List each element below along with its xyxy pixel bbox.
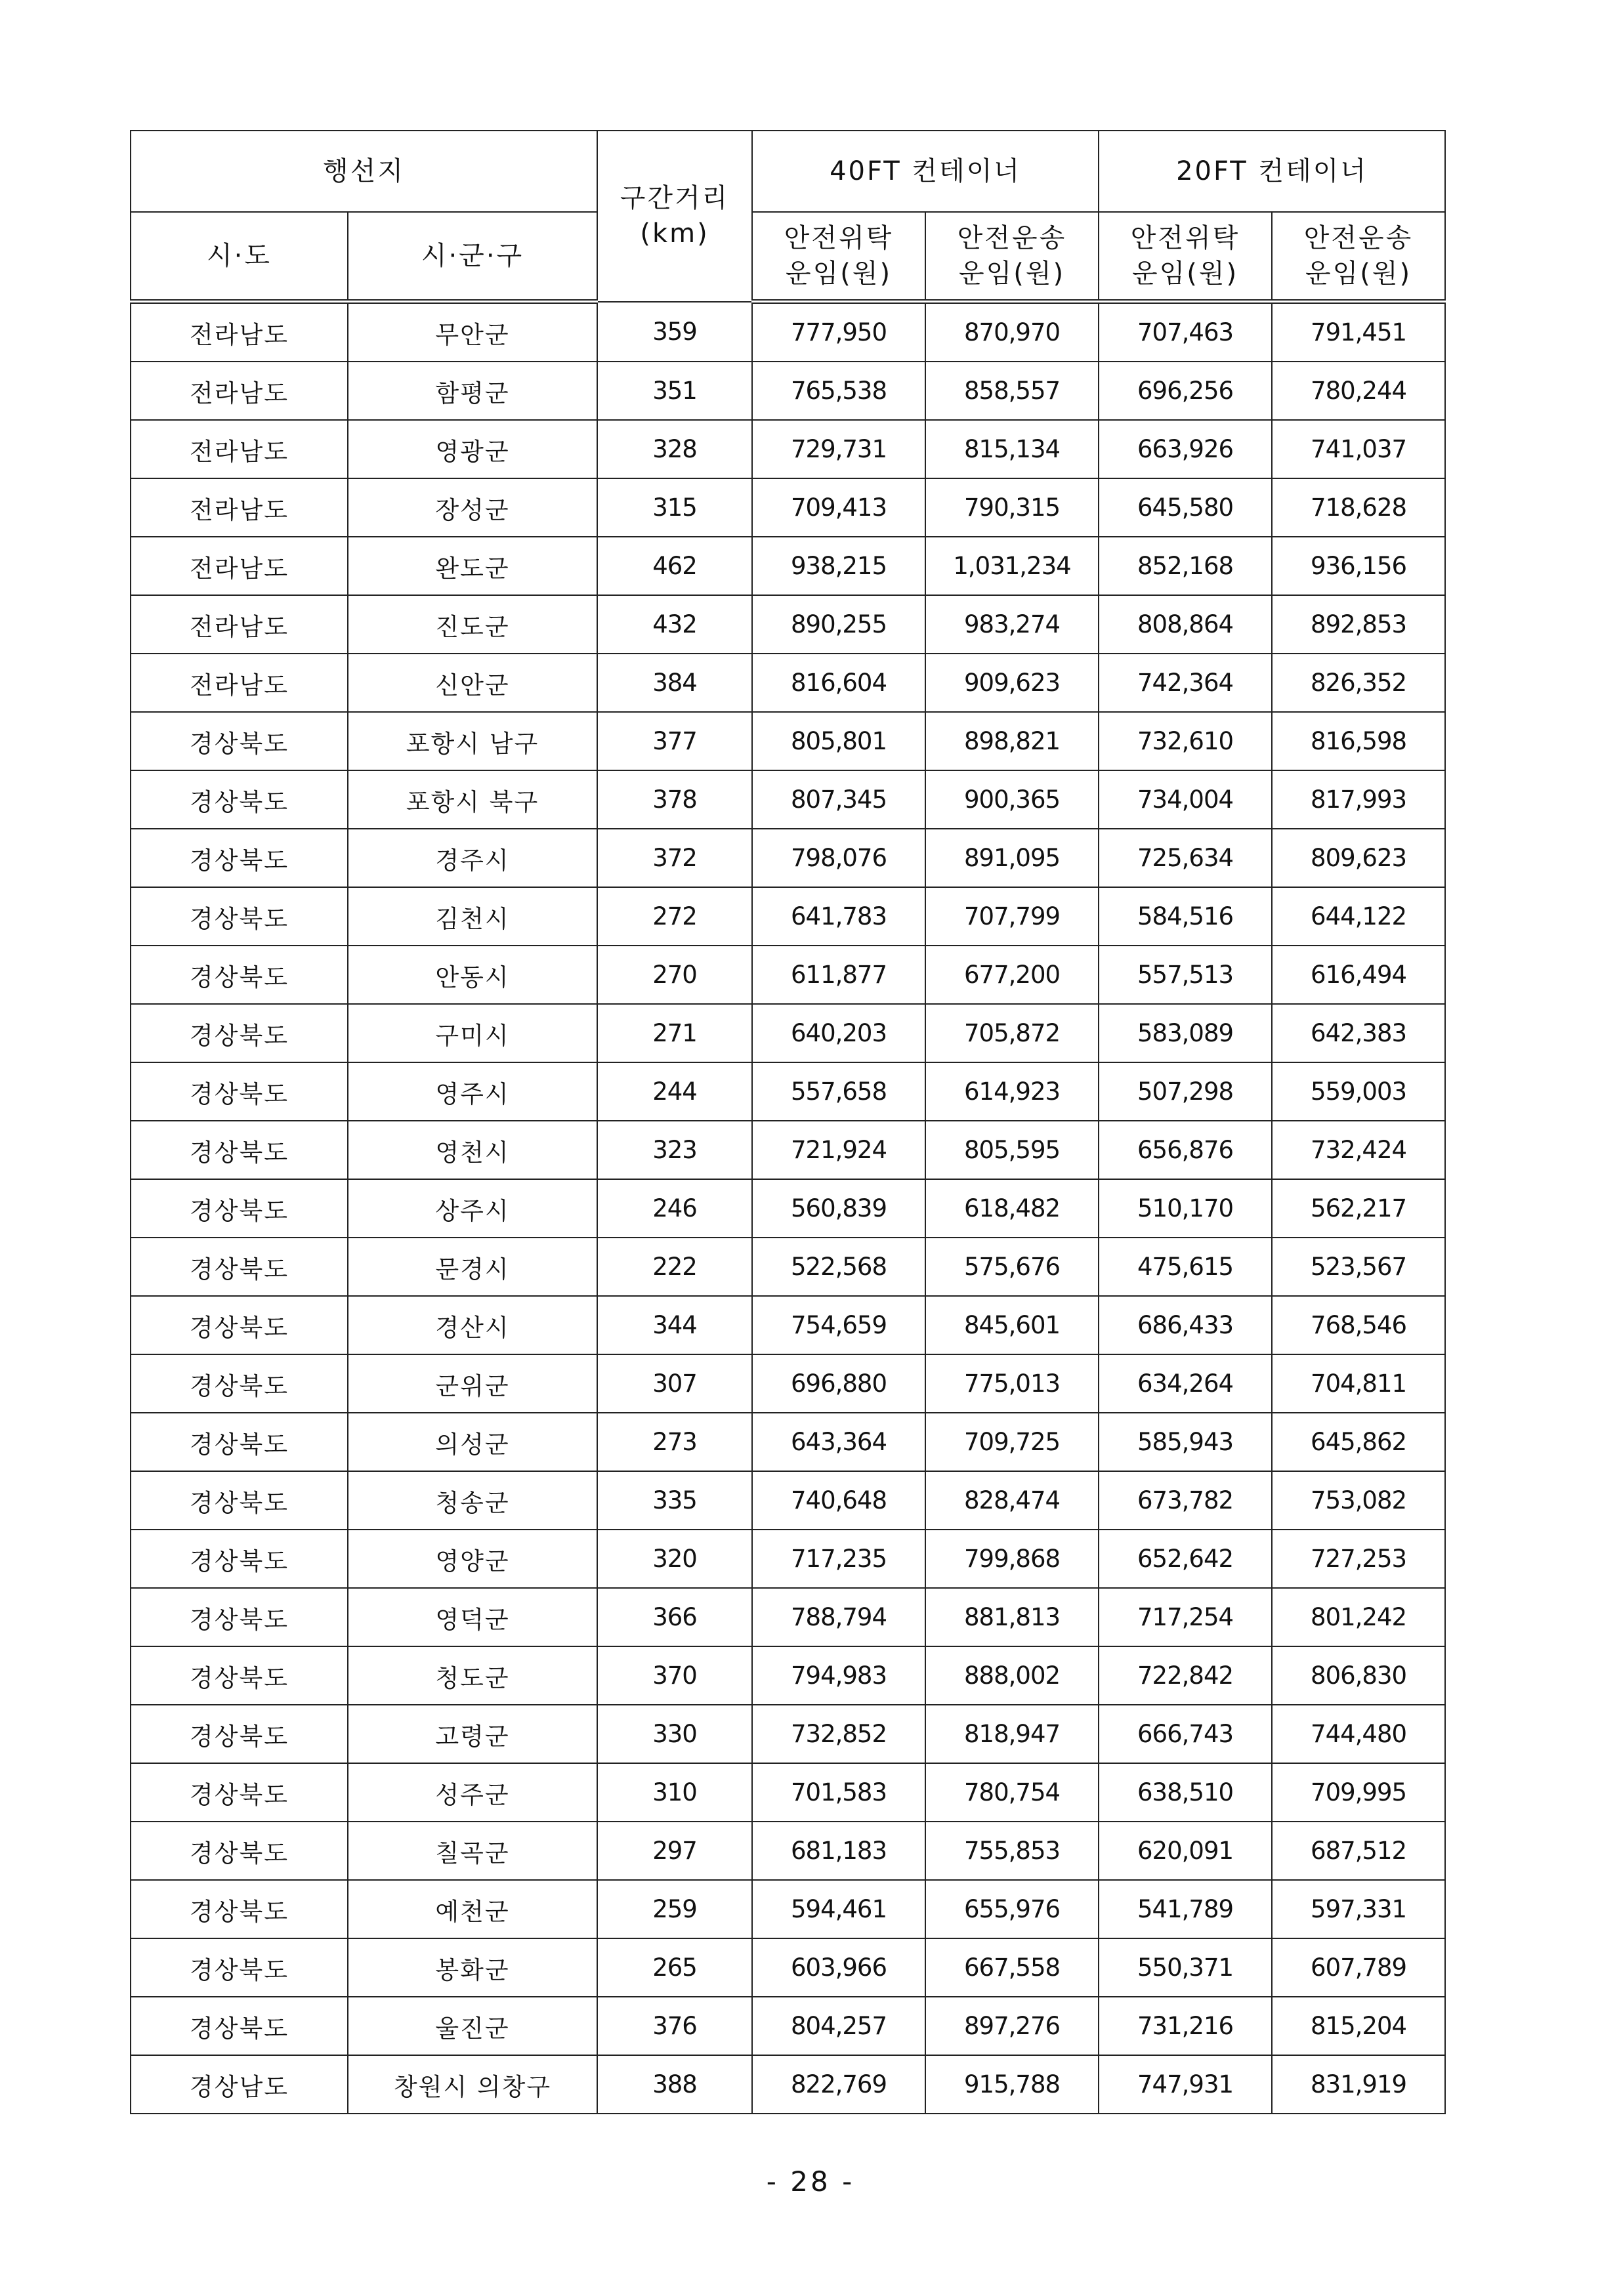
20ft-consign-rate-cell: 507,298 bbox=[1099, 1062, 1272, 1121]
distance-cell: 297 bbox=[597, 1822, 752, 1880]
distance-cell: 370 bbox=[597, 1646, 752, 1705]
20ft-transport-rate-cell: 815,204 bbox=[1272, 1997, 1445, 2055]
20ft-transport-rate-cell: 523,567 bbox=[1272, 1238, 1445, 1296]
distance-cell: 335 bbox=[597, 1471, 752, 1530]
city-cell: 영덕군 bbox=[348, 1588, 597, 1646]
table-row bbox=[131, 1763, 1445, 1822]
distance-cell: 328 bbox=[597, 420, 752, 478]
table-row bbox=[131, 1588, 1445, 1646]
distance-cell: 462 bbox=[597, 537, 752, 595]
city-cell: 봉화군 bbox=[348, 1938, 597, 1997]
40ft-transport-rate-cell: 828,474 bbox=[925, 1471, 1099, 1530]
40ft-transport-rate-cell: 655,976 bbox=[925, 1880, 1099, 1938]
40ft-transport-rate-cell: 881,813 bbox=[925, 1588, 1099, 1646]
city-cell: 김천시 bbox=[348, 887, 597, 946]
transport-label: 안전운송 bbox=[957, 223, 1067, 253]
table-body bbox=[131, 302, 1445, 2114]
table-header bbox=[131, 131, 1445, 302]
40ft-consign-rate-cell: 709,413 bbox=[752, 478, 925, 537]
40ft-transport-rate-cell: 818,947 bbox=[925, 1705, 1099, 1763]
40ft-consign-rate-cell: 754,659 bbox=[752, 1296, 925, 1354]
consign-label: 안전위탁 bbox=[1130, 223, 1240, 253]
distance-cell: 377 bbox=[597, 712, 752, 770]
40ft-transport-rate-cell: 709,725 bbox=[925, 1413, 1099, 1471]
distance-cell: 310 bbox=[597, 1763, 752, 1822]
table-row bbox=[131, 420, 1445, 478]
distance-cell: 271 bbox=[597, 1004, 752, 1062]
40ft-consign-rate-cell: 681,183 bbox=[752, 1822, 925, 1880]
20ft-consign-rate-cell: 732,610 bbox=[1099, 712, 1272, 770]
city-cell: 무안군 bbox=[348, 302, 597, 362]
province-cell: 경상북도 bbox=[131, 829, 348, 887]
table-row bbox=[131, 1121, 1445, 1179]
city-cell: 포항시 북구 bbox=[348, 770, 597, 829]
table-row bbox=[131, 1646, 1445, 1705]
40ft-consign-rate-cell: 643,364 bbox=[752, 1413, 925, 1471]
table-row bbox=[131, 1238, 1445, 1296]
city-cell: 성주군 bbox=[348, 1763, 597, 1822]
province-cell: 전라남도 bbox=[131, 420, 348, 478]
20ft-consign-rate-cell: 666,743 bbox=[1099, 1705, 1272, 1763]
table-row bbox=[131, 654, 1445, 712]
20ft-consign-rate-cell: 731,216 bbox=[1099, 1997, 1272, 2055]
20ft-consign-rate-cell: 725,634 bbox=[1099, 829, 1272, 887]
distance-cell: 323 bbox=[597, 1121, 752, 1179]
distance-cell: 351 bbox=[597, 362, 752, 420]
city-cell: 상주시 bbox=[348, 1179, 597, 1238]
40ft-consign-rate-cell: 805,801 bbox=[752, 712, 925, 770]
table-row bbox=[131, 1530, 1445, 1588]
20ft-transport-rate-cell: 616,494 bbox=[1272, 946, 1445, 1004]
freight-rate-table bbox=[130, 130, 1446, 2114]
distance-cell: 307 bbox=[597, 1354, 752, 1413]
20ft-transport-rate-cell: 791,451 bbox=[1272, 302, 1445, 362]
40ft-consign-rate-cell: 721,924 bbox=[752, 1121, 925, 1179]
20ft-transport-rate-cell: 559,003 bbox=[1272, 1062, 1445, 1121]
40ft-consign-rate-cell: 938,215 bbox=[752, 537, 925, 595]
20ft-consign-rate-cell: 663,926 bbox=[1099, 420, 1272, 478]
distance-cell: 244 bbox=[597, 1062, 752, 1121]
20ft-consign-rate-cell: 742,364 bbox=[1099, 654, 1272, 712]
20ft-transport-rate-cell: 727,253 bbox=[1272, 1530, 1445, 1588]
40ft-consign-rate-cell: 594,461 bbox=[752, 1880, 925, 1938]
distance-cell: 320 bbox=[597, 1530, 752, 1588]
table-row bbox=[131, 946, 1445, 1004]
table-row bbox=[131, 1471, 1445, 1530]
province-cell: 경상북도 bbox=[131, 1997, 348, 2055]
city-cell: 영광군 bbox=[348, 420, 597, 478]
page-number: - 28 - bbox=[766, 2165, 855, 2198]
40ft-transport-rate-cell: 707,799 bbox=[925, 887, 1099, 946]
container-20ft-header: 20FT 컨테이너 bbox=[1099, 131, 1445, 212]
20ft-consign-rate-cell: 585,943 bbox=[1099, 1413, 1272, 1471]
40ft-consign-rate-cell: 641,783 bbox=[752, 887, 925, 946]
20ft-transport-rate-cell: 645,862 bbox=[1272, 1413, 1445, 1471]
table-row bbox=[131, 1354, 1445, 1413]
20ft-consign-rate-cell: 734,004 bbox=[1099, 770, 1272, 829]
20ft-transport-rate-cell: 768,546 bbox=[1272, 1296, 1445, 1354]
distance-cell: 388 bbox=[597, 2055, 752, 2114]
distance-cell: 372 bbox=[597, 829, 752, 887]
20ft-transport-rate-cell: 817,993 bbox=[1272, 770, 1445, 829]
40ft-consign-rate-cell: 822,769 bbox=[752, 2055, 925, 2114]
40ft-transport-rate-cell: 790,315 bbox=[925, 478, 1099, 537]
province-cell: 경상북도 bbox=[131, 1530, 348, 1588]
rate-unit-label: 운임(원) bbox=[1305, 259, 1412, 289]
20ft-transport-rate-cell: 562,217 bbox=[1272, 1179, 1445, 1238]
20ft-consign-rate-cell: 475,615 bbox=[1099, 1238, 1272, 1296]
province-cell: 전라남도 bbox=[131, 595, 348, 654]
city-cell: 영천시 bbox=[348, 1121, 597, 1179]
40ft-consign-rate-cell: 603,966 bbox=[752, 1938, 925, 1997]
rate-unit-label: 운임(원) bbox=[1131, 259, 1239, 289]
40ft-transport-rate-cell: 1,031,234 bbox=[925, 537, 1099, 595]
20ft-consign-rate-cell: 747,931 bbox=[1099, 2055, 1272, 2114]
40ft-consign-rate-cell: 717,235 bbox=[752, 1530, 925, 1588]
20ft-consign-rate-cell: 645,580 bbox=[1099, 478, 1272, 537]
city-cell: 문경시 bbox=[348, 1238, 597, 1296]
20ft-consign-rate-cell: 673,782 bbox=[1099, 1471, 1272, 1530]
40ft-consign-rate-cell: 557,658 bbox=[752, 1062, 925, 1121]
40ft-transport-rate-header bbox=[925, 212, 1099, 302]
table-row bbox=[131, 887, 1445, 946]
40ft-transport-rate-cell: 900,365 bbox=[925, 770, 1099, 829]
destination-header: 행선지 bbox=[131, 131, 597, 212]
20ft-transport-rate-cell: 801,242 bbox=[1272, 1588, 1445, 1646]
table-row bbox=[131, 1296, 1445, 1354]
city-cell: 예천군 bbox=[348, 1880, 597, 1938]
20ft-consign-rate-cell: 620,091 bbox=[1099, 1822, 1272, 1880]
distance-cell: 378 bbox=[597, 770, 752, 829]
province-cell: 경상북도 bbox=[131, 1062, 348, 1121]
40ft-transport-rate-cell: 614,923 bbox=[925, 1062, 1099, 1121]
province-cell: 경상북도 bbox=[131, 1238, 348, 1296]
20ft-consign-rate-cell: 696,256 bbox=[1099, 362, 1272, 420]
20ft-consign-rate-cell: 656,876 bbox=[1099, 1121, 1272, 1179]
40ft-consign-rate-cell: 807,345 bbox=[752, 770, 925, 829]
table-row bbox=[131, 1880, 1445, 1938]
20ft-consign-rate-cell: 510,170 bbox=[1099, 1179, 1272, 1238]
40ft-consign-rate-cell: 794,983 bbox=[752, 1646, 925, 1705]
province-cell: 경상북도 bbox=[131, 1413, 348, 1471]
city-cell: 포항시 남구 bbox=[348, 712, 597, 770]
transport-label: 안전운송 bbox=[1303, 223, 1414, 253]
20ft-transport-rate-cell: 642,383 bbox=[1272, 1004, 1445, 1062]
distance-cell: 330 bbox=[597, 1705, 752, 1763]
40ft-transport-rate-cell: 888,002 bbox=[925, 1646, 1099, 1705]
province-cell: 경상북도 bbox=[131, 770, 348, 829]
40ft-transport-rate-cell: 891,095 bbox=[925, 829, 1099, 887]
distance-cell: 376 bbox=[597, 1997, 752, 2055]
20ft-transport-rate-cell: 892,853 bbox=[1272, 595, 1445, 654]
20ft-transport-rate-cell: 644,122 bbox=[1272, 887, 1445, 946]
40ft-transport-rate-cell: 677,200 bbox=[925, 946, 1099, 1004]
40ft-consign-rate-cell: 732,852 bbox=[752, 1705, 925, 1763]
city-cell: 청도군 bbox=[348, 1646, 597, 1705]
40ft-transport-rate-cell: 775,013 bbox=[925, 1354, 1099, 1413]
city-cell: 구미시 bbox=[348, 1004, 597, 1062]
distance-header-label: 구간거리 bbox=[620, 183, 730, 214]
table-row bbox=[131, 770, 1445, 829]
distance-cell: 246 bbox=[597, 1179, 752, 1238]
table-row bbox=[131, 537, 1445, 595]
province-cell: 경상북도 bbox=[131, 712, 348, 770]
table-row bbox=[131, 302, 1445, 362]
city-cell: 영양군 bbox=[348, 1530, 597, 1588]
40ft-consign-rate-cell: 640,203 bbox=[752, 1004, 925, 1062]
40ft-transport-rate-cell: 755,853 bbox=[925, 1822, 1099, 1880]
distance-cell: 432 bbox=[597, 595, 752, 654]
city-cell: 군위군 bbox=[348, 1354, 597, 1413]
province-cell: 경상북도 bbox=[131, 1004, 348, 1062]
20ft-transport-rate-cell: 806,830 bbox=[1272, 1646, 1445, 1705]
40ft-consign-rate-cell: 729,731 bbox=[752, 420, 925, 478]
20ft-transport-rate-cell: 704,811 bbox=[1272, 1354, 1445, 1413]
distance-cell: 359 bbox=[597, 302, 752, 362]
40ft-consign-rate-header bbox=[752, 212, 925, 302]
distance-cell: 315 bbox=[597, 478, 752, 537]
province-cell: 경상북도 bbox=[131, 1880, 348, 1938]
40ft-consign-rate-cell: 804,257 bbox=[752, 1997, 925, 2055]
20ft-transport-rate-cell: 744,480 bbox=[1272, 1705, 1445, 1763]
20ft-transport-rate-header bbox=[1272, 212, 1445, 302]
province-cell: 전라남도 bbox=[131, 302, 348, 362]
20ft-consign-rate-cell: 652,642 bbox=[1099, 1530, 1272, 1588]
40ft-transport-rate-cell: 780,754 bbox=[925, 1763, 1099, 1822]
20ft-transport-rate-cell: 826,352 bbox=[1272, 654, 1445, 712]
table-row bbox=[131, 1413, 1445, 1471]
40ft-transport-rate-cell: 575,676 bbox=[925, 1238, 1099, 1296]
40ft-transport-rate-cell: 705,872 bbox=[925, 1004, 1099, 1062]
city-cell: 경주시 bbox=[348, 829, 597, 887]
20ft-consign-rate-cell: 583,089 bbox=[1099, 1004, 1272, 1062]
20ft-transport-rate-cell: 709,995 bbox=[1272, 1763, 1445, 1822]
province-cell: 경상북도 bbox=[131, 1705, 348, 1763]
province-cell: 전라남도 bbox=[131, 478, 348, 537]
20ft-consign-rate-cell: 550,371 bbox=[1099, 1938, 1272, 1997]
40ft-consign-rate-cell: 740,648 bbox=[752, 1471, 925, 1530]
20ft-consign-rate-cell: 808,864 bbox=[1099, 595, 1272, 654]
40ft-transport-rate-cell: 983,274 bbox=[925, 595, 1099, 654]
40ft-transport-rate-cell: 870,970 bbox=[925, 302, 1099, 362]
container-40ft-header: 40FT 컨테이너 bbox=[752, 131, 1099, 212]
distance-cell: 366 bbox=[597, 1588, 752, 1646]
distance-cell: 222 bbox=[597, 1238, 752, 1296]
province-cell: 경상북도 bbox=[131, 887, 348, 946]
province-cell: 경상북도 bbox=[131, 1646, 348, 1705]
40ft-consign-rate-cell: 765,538 bbox=[752, 362, 925, 420]
20ft-transport-rate-cell: 809,623 bbox=[1272, 829, 1445, 887]
distance-cell: 259 bbox=[597, 1880, 752, 1938]
20ft-consign-rate-cell: 852,168 bbox=[1099, 537, 1272, 595]
city-cell: 고령군 bbox=[348, 1705, 597, 1763]
20ft-consign-rate-cell: 707,463 bbox=[1099, 302, 1272, 362]
distance-header bbox=[597, 131, 752, 302]
40ft-consign-rate-cell: 560,839 bbox=[752, 1179, 925, 1238]
city-header: 시·군·구 bbox=[348, 212, 597, 302]
20ft-consign-rate-cell: 634,264 bbox=[1099, 1354, 1272, 1413]
40ft-transport-rate-cell: 799,868 bbox=[925, 1530, 1099, 1588]
40ft-consign-rate-cell: 777,950 bbox=[752, 302, 925, 362]
city-cell: 칠곡군 bbox=[348, 1822, 597, 1880]
province-cell: 경상북도 bbox=[131, 1354, 348, 1413]
20ft-consign-rate-cell: 686,433 bbox=[1099, 1296, 1272, 1354]
20ft-consign-rate-cell: 638,510 bbox=[1099, 1763, 1272, 1822]
40ft-consign-rate-cell: 522,568 bbox=[752, 1238, 925, 1296]
province-cell: 경상북도 bbox=[131, 1763, 348, 1822]
40ft-consign-rate-cell: 890,255 bbox=[752, 595, 925, 654]
province-cell: 전라남도 bbox=[131, 362, 348, 420]
distance-cell: 272 bbox=[597, 887, 752, 946]
consign-label: 안전위탁 bbox=[784, 223, 894, 253]
table-row bbox=[131, 362, 1445, 420]
province-cell: 경상북도 bbox=[131, 1471, 348, 1530]
city-cell: 신안군 bbox=[348, 654, 597, 712]
table-row bbox=[131, 1822, 1445, 1880]
20ft-consign-rate-cell: 541,789 bbox=[1099, 1880, 1272, 1938]
city-cell: 진도군 bbox=[348, 595, 597, 654]
table-row bbox=[131, 829, 1445, 887]
40ft-transport-rate-cell: 667,558 bbox=[925, 1938, 1099, 1997]
20ft-transport-rate-cell: 831,919 bbox=[1272, 2055, 1445, 2114]
40ft-transport-rate-cell: 805,595 bbox=[925, 1121, 1099, 1179]
table-row bbox=[131, 712, 1445, 770]
city-cell: 창원시 의창구 bbox=[348, 2055, 597, 2114]
header-row-1 bbox=[131, 131, 1445, 212]
province-cell: 경상남도 bbox=[131, 2055, 348, 2114]
province-cell: 경상북도 bbox=[131, 1588, 348, 1646]
table-row bbox=[131, 1705, 1445, 1763]
20ft-transport-rate-cell: 780,244 bbox=[1272, 362, 1445, 420]
city-cell: 안동시 bbox=[348, 946, 597, 1004]
province-header: 시·도 bbox=[131, 212, 348, 302]
40ft-transport-rate-cell: 845,601 bbox=[925, 1296, 1099, 1354]
20ft-consign-rate-cell: 722,842 bbox=[1099, 1646, 1272, 1705]
city-cell: 완도군 bbox=[348, 537, 597, 595]
province-cell: 전라남도 bbox=[131, 654, 348, 712]
table-row bbox=[131, 1004, 1445, 1062]
40ft-consign-rate-cell: 696,880 bbox=[752, 1354, 925, 1413]
province-cell: 경상북도 bbox=[131, 1179, 348, 1238]
table-row bbox=[131, 1179, 1445, 1238]
40ft-transport-rate-cell: 815,134 bbox=[925, 420, 1099, 478]
province-cell: 경상북도 bbox=[131, 1822, 348, 1880]
city-cell: 울진군 bbox=[348, 1997, 597, 2055]
40ft-transport-rate-cell: 915,788 bbox=[925, 2055, 1099, 2114]
city-cell: 장성군 bbox=[348, 478, 597, 537]
20ft-transport-rate-cell: 687,512 bbox=[1272, 1822, 1445, 1880]
distance-cell: 344 bbox=[597, 1296, 752, 1354]
20ft-transport-rate-cell: 753,082 bbox=[1272, 1471, 1445, 1530]
city-cell: 청송군 bbox=[348, 1471, 597, 1530]
table-row bbox=[131, 1062, 1445, 1121]
20ft-transport-rate-cell: 718,628 bbox=[1272, 478, 1445, 537]
header-row-2 bbox=[131, 212, 1445, 302]
province-cell: 경상북도 bbox=[131, 946, 348, 1004]
40ft-transport-rate-cell: 618,482 bbox=[925, 1179, 1099, 1238]
40ft-transport-rate-cell: 909,623 bbox=[925, 654, 1099, 712]
table-row bbox=[131, 1997, 1445, 2055]
city-cell: 함평군 bbox=[348, 362, 597, 420]
table-row bbox=[131, 478, 1445, 537]
province-cell: 경상북도 bbox=[131, 1296, 348, 1354]
rate-unit-label: 운임(원) bbox=[958, 259, 1066, 289]
20ft-consign-rate-cell: 584,516 bbox=[1099, 887, 1272, 946]
city-cell: 의성군 bbox=[348, 1413, 597, 1471]
20ft-transport-rate-cell: 607,789 bbox=[1272, 1938, 1445, 1997]
20ft-transport-rate-cell: 816,598 bbox=[1272, 712, 1445, 770]
distance-cell: 270 bbox=[597, 946, 752, 1004]
distance-cell: 265 bbox=[597, 1938, 752, 1997]
20ft-consign-rate-cell: 717,254 bbox=[1099, 1588, 1272, 1646]
20ft-transport-rate-cell: 936,156 bbox=[1272, 537, 1445, 595]
rate-unit-label: 운임(원) bbox=[785, 259, 893, 289]
40ft-transport-rate-cell: 897,276 bbox=[925, 1997, 1099, 2055]
20ft-consign-rate-header bbox=[1099, 212, 1272, 302]
province-cell: 경상북도 bbox=[131, 1121, 348, 1179]
province-cell: 전라남도 bbox=[131, 537, 348, 595]
40ft-consign-rate-cell: 788,794 bbox=[752, 1588, 925, 1646]
40ft-consign-rate-cell: 798,076 bbox=[752, 829, 925, 887]
city-cell: 영주시 bbox=[348, 1062, 597, 1121]
city-cell: 경산시 bbox=[348, 1296, 597, 1354]
40ft-consign-rate-cell: 701,583 bbox=[752, 1763, 925, 1822]
20ft-transport-rate-cell: 732,424 bbox=[1272, 1121, 1445, 1179]
table-row bbox=[131, 2055, 1445, 2114]
20ft-transport-rate-cell: 741,037 bbox=[1272, 420, 1445, 478]
40ft-transport-rate-cell: 898,821 bbox=[925, 712, 1099, 770]
table-row bbox=[131, 595, 1445, 654]
40ft-consign-rate-cell: 611,877 bbox=[752, 946, 925, 1004]
distance-cell: 384 bbox=[597, 654, 752, 712]
province-cell: 경상북도 bbox=[131, 1938, 348, 1997]
20ft-transport-rate-cell: 597,331 bbox=[1272, 1880, 1445, 1938]
40ft-consign-rate-cell: 816,604 bbox=[752, 654, 925, 712]
distance-cell: 273 bbox=[597, 1413, 752, 1471]
table-row bbox=[131, 1938, 1445, 1997]
40ft-transport-rate-cell: 858,557 bbox=[925, 362, 1099, 420]
distance-header-unit: (km) bbox=[640, 219, 709, 249]
20ft-consign-rate-cell: 557,513 bbox=[1099, 946, 1272, 1004]
